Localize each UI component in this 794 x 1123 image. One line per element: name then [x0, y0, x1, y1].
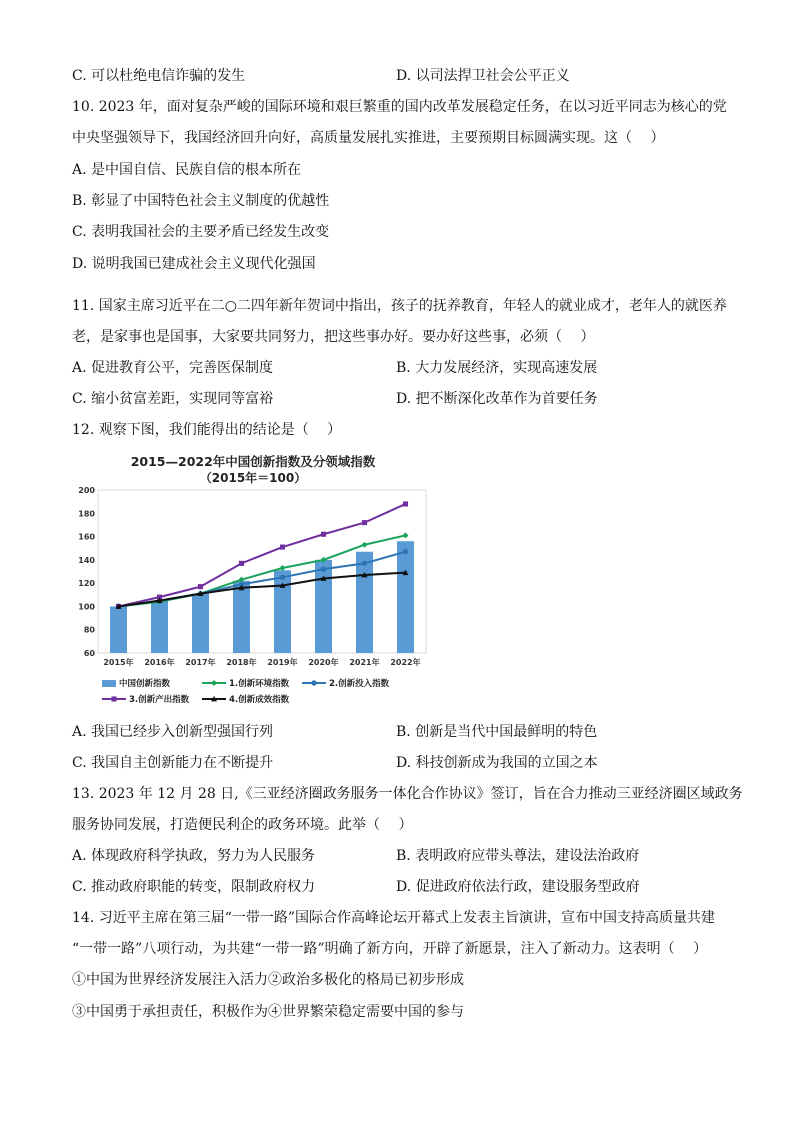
legend-label-line-1: 1.创新环境指数 — [229, 679, 290, 689]
q14-stem-line1: 14. 习近平主席在第三届“一带一路”国际合作高峰论坛开幕式上发表主旨演讲，宣布中国支持高质量共建 — [72, 910, 716, 926]
bar-innovation-index — [397, 541, 414, 653]
legend-marker-3 — [111, 696, 116, 701]
y-tick-label: 100 — [78, 602, 95, 612]
q13-stem-line2: 服务协同发展，打造便民利企的政务环境。此举（ ） — [72, 817, 413, 833]
plot-frame — [98, 490, 426, 653]
bar-innovation-index — [151, 601, 168, 653]
q10-option-c: C. 表明我国社会的主要矛盾已经发生改变 — [72, 224, 330, 240]
q12-option-d: D. 科技创新成为我国的立国之本 — [396, 755, 598, 771]
x-tick-label: 2022年 — [390, 658, 421, 667]
bar-innovation-index — [356, 552, 373, 653]
bar-innovation-index — [110, 606, 127, 653]
bar-innovation-index — [233, 581, 250, 653]
q14-statement-line2: ③中国勇于承担责任，积极作为④世界繁荣稳定需要中国的参与 — [72, 1004, 464, 1020]
q13-option-a: A. 体现政府科学执政，努力为人民服务 — [72, 848, 316, 864]
legend-marker-2 — [311, 680, 316, 685]
q13-option-c: C. 推动政府职能的转变，限制政府权力 — [72, 879, 316, 895]
legend-label-bar: 中国创新指数 — [119, 679, 171, 689]
q13-stem-line1: 13. 2023 年 12 月 28 日,《三亚经济圈政务服务一体化合作协议》签订，旨在合力推动三亚经济圈区域政务 — [72, 786, 743, 802]
q12-option-b: B. 创新是当代中国最鲜明的特色 — [396, 724, 598, 740]
x-tick-label: 2016年 — [144, 658, 175, 667]
q11-stem-line1: 11. 国家主席习近平在二○二四年新年贺词中指出，孩子的抚养教育，年轻人的就业成才，老年人的就医养 — [72, 298, 727, 314]
q11-option-b: B. 大力发展经济，实现高速发展 — [396, 360, 598, 376]
legend-label-line-2: 2.创新投入指数 — [329, 679, 390, 689]
bar-innovation-index — [315, 560, 332, 653]
x-tick-label: 2021年 — [349, 658, 380, 667]
series-point-3 — [280, 545, 285, 550]
series-point-3 — [239, 561, 244, 566]
q12-option-a: A. 我国已经步入创新型强国行列 — [72, 724, 274, 740]
x-tick-label: 2017年 — [185, 658, 216, 667]
q10-stem-line1: 10. 2023 年，面对复杂严峻的国际环境和艰巨繁重的国内改革发展稳定任务，在以习近平同志为核心的党 — [72, 99, 727, 115]
series-point-2 — [362, 561, 367, 566]
q14-stem-line2: “一带一路”八项行动，为共建“一带一路”明确了新方向，开辟了新愿景，注入了新动力。这表明（ ） — [72, 941, 708, 957]
q10-stem-line2: 中央坚强领导下，我国经济回升向好，高质量发展扎实推进，主要预期目标圆满实现。这（ ） — [72, 130, 665, 146]
innovation-index-chart — [68, 450, 432, 712]
y-tick-label: 140 — [78, 555, 95, 565]
q11-stem-line2: 老，是家事也是国事，大家要共同努力，把这些事办好。要办好这些事，必须（ ） — [72, 329, 595, 345]
q12-stem: 12. 观察下图，我们能得出的结论是（ ） — [72, 422, 342, 438]
q14-statement-line1: ①中国为世界经济发展注入活力②政治多极化的格局已初步形成 — [72, 972, 464, 988]
series-point-1 — [280, 565, 286, 571]
bar-innovation-index — [192, 594, 209, 653]
q13-option-b: B. 表明政府应带头尊法，建设法治政府 — [396, 848, 640, 864]
chart-subtitle: （2015年＝100） — [199, 471, 307, 485]
y-tick-label: 80 — [83, 625, 95, 635]
x-tick-label: 2019年 — [267, 658, 298, 667]
series-point-1 — [403, 532, 409, 538]
series-point-3 — [198, 584, 203, 589]
series-point-3 — [403, 501, 408, 506]
x-tick-label: 2015年 — [103, 658, 134, 667]
q11-option-c: C. 缩小贫富差距，实现同等富裕 — [72, 391, 274, 407]
y-tick-label: 120 — [78, 579, 95, 589]
y-tick-label: 180 — [78, 509, 95, 519]
legend-swatch-bar — [102, 680, 116, 687]
q10-option-b: B. 彰显了中国特色社会主义制度的优越性 — [72, 193, 330, 209]
q9-option-c: C. 可以杜绝电信诈骗的发生 — [72, 68, 246, 84]
series-point-3 — [321, 532, 326, 537]
y-tick-label: 200 — [78, 486, 95, 495]
q11-option-a: A. 促进教育公平，完善医保制度 — [72, 360, 274, 376]
x-tick-label: 2020年 — [308, 658, 339, 667]
q12-option-c: C. 我国自主创新能力在不断提升 — [72, 755, 274, 771]
q9-option-d: D. 以司法捍卫社会公平正义 — [396, 68, 570, 84]
x-tick-label: 2018年 — [226, 658, 257, 667]
y-tick-label: 160 — [78, 532, 95, 542]
series-point-1 — [362, 542, 368, 548]
y-tick-label: 60 — [83, 649, 95, 658]
series-point-2 — [321, 566, 326, 571]
series-point-2 — [403, 549, 408, 554]
legend-label-line-3: 3.创新产出指数 — [129, 695, 190, 705]
chart-title: 2015—2022年中国创新指数及分领域指数 — [130, 454, 376, 469]
q13-option-d: D. 促进政府依法行政，建设服务型政府 — [396, 879, 640, 895]
series-point-3 — [362, 520, 367, 525]
legend-marker-1 — [211, 680, 217, 686]
q11-option-d: D. 把不断深化改革作为首要任务 — [396, 391, 598, 407]
series-point-2 — [280, 575, 285, 580]
q10-option-d: D. 说明我国已建成社会主义现代化强国 — [72, 256, 316, 272]
q10-option-a: A. 是中国自信、民族自信的根本所在 — [72, 162, 302, 178]
legend-label-line-4: 4.创新成效指数 — [229, 695, 290, 705]
